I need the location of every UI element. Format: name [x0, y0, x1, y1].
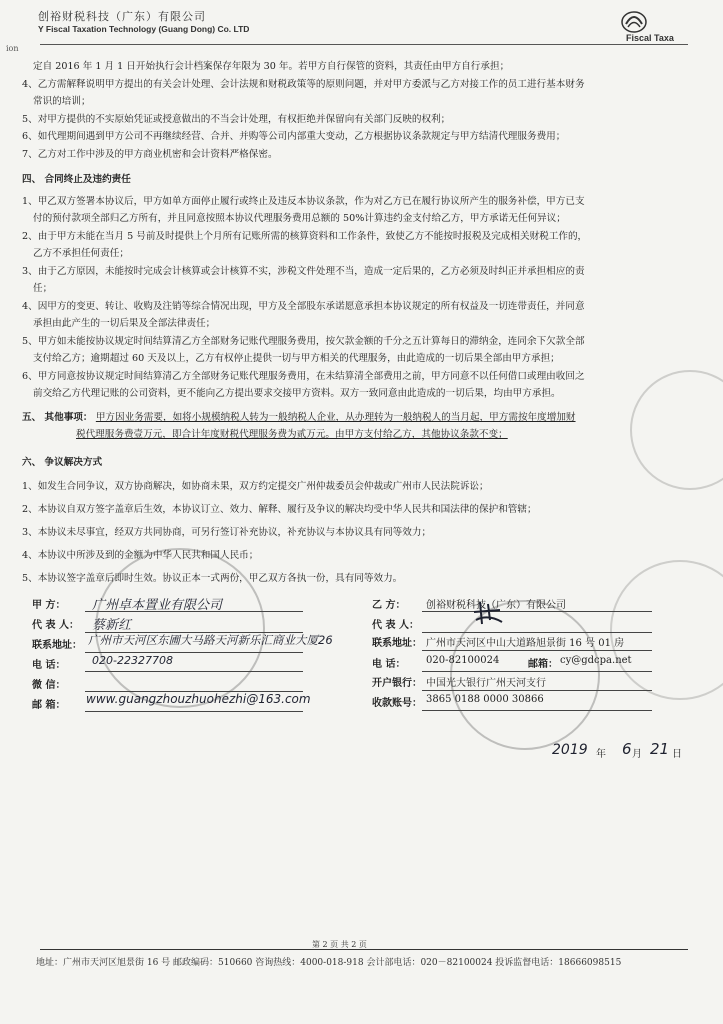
date-month: 6 [622, 740, 632, 758]
section-4-clauses [22, 193, 692, 403]
party-b-bank-label: 开户银行： [372, 678, 422, 689]
section-5-text-cont: 税代理服务费壹万元，即合计年度财税代理服务费为贰万元。由甲方支付给乙方，其他协议条款不变； [76, 429, 508, 440]
header-watermark: ion [6, 44, 19, 53]
clause-line: 5、本协议签字盖章后即时生效。协议正本一式两份，甲乙双方各执一份，具有同等效力。 [22, 573, 403, 584]
clause-line: 4、因甲方的变更、转让、收购及注销等综合情况出现，甲方及全部股东承诺愿意承担本协议规定的所有权益及一切连带责任，并同意 [22, 300, 585, 312]
clauses-top [22, 58, 692, 163]
party-a-address-label: 联系地址： [32, 640, 82, 651]
party-b-name-line [422, 611, 652, 612]
party-b-address-label: 联系地址： [372, 638, 422, 649]
logo-label: Fiscal Taxa [626, 33, 674, 43]
clause-line: 付的预付款项全部归乙方所有，并且同意按照本协议代理服务费用总额的 50%计算违约金支付给乙方，甲方承诺无任何异议； [33, 213, 566, 224]
clause-line: 1、甲乙双方签署本协议后，甲方如单方面停止履行或终止及违反本协议条款，作为对乙方已在履行协议所产生的服务补偿，甲方已支 [22, 195, 585, 207]
clause-line: 6、如代理期间遇到甲方公司不再继续经营、合并、并购等公司内部重大变动，乙方根据协议条款规定与甲方结清代理服务费用； [22, 131, 566, 142]
date-month-unit: 月 [632, 749, 642, 760]
party-b-rep-label: 代 表 人： [372, 620, 419, 631]
section-5-text: 甲方因业务需要，如将小规模纳税人转为一般纳税人企业，从办理转为一般纳税人的当月起，甲方需按年度增加财 [95, 411, 576, 423]
date-day: 21 [650, 740, 670, 758]
date-year: 2019 [552, 742, 588, 758]
party-b-label: 乙 方： [372, 600, 406, 611]
clause-line: 承担由此产生的一切后果及全部法律责任； [33, 318, 216, 329]
clause-line: 5、对甲方提供的不实原始凭证或授意做出的不当会计处理，有权拒绝并保留向有关部门反映的权利； [22, 113, 451, 125]
party-a-rep-label: 代 表 人： [32, 620, 79, 631]
party-b-account-line [422, 710, 652, 711]
clause-line: 支付给乙方；逾期超过 60 天及以上，乙方有权停止提供一切与甲方相关的代理服务，由此造成的一切后果全部由甲方承担； [33, 353, 560, 364]
party-b-account-label: 收款账号： [372, 698, 422, 709]
clause-line: 乙方不承担任何责任； [33, 248, 129, 259]
contract-body [22, 58, 692, 590]
header-company-en: Y Fiscal Taxation Technology (Guang Dong) Co. LTD [38, 24, 250, 34]
party-b-email-label: 邮箱： [528, 659, 558, 670]
party-a-name-line [85, 611, 303, 612]
party-b-bank: 中国光大银行广州天河支行 [426, 678, 546, 689]
party-b-phone-label: 电 话： [372, 659, 406, 670]
header-company-cn: 创裕财税科技（广东）有限公司 [38, 10, 206, 23]
clause-line: 7、乙方对工作中涉及的甲方商业机密和会计资料严格保密。 [22, 148, 278, 160]
party-a-rep: 蔡新红 [92, 618, 132, 633]
clause-line: 前交给乙方代理记账的公司资料，更不能向乙方提出要求交接甲方资料。双方一致同意由此造成的一切后果，均由甲方承担。 [33, 388, 561, 399]
party-a-phone-label: 电 话： [32, 660, 66, 671]
clause-line: 1、如发生合同争议，双方协商解决，如协商未果，双方约定提交广州仲裁委员会仲裁或广州市人民法院诉讼； [22, 481, 489, 492]
page-number: 第 2 页 共 2 页 [312, 940, 367, 949]
party-a-name: 广州卓本置业有限公司 [92, 598, 223, 613]
party-a-label: 甲 方： [32, 600, 66, 611]
party-b-phone: 020-82100024 [426, 655, 500, 666]
section-5 [22, 409, 692, 427]
date-year-unit: 年 [596, 749, 606, 760]
clause-line: 3、由于乙方原因，未能按时完成会计核算或会计核算不实，涉税文件处理不当，造成一定后果的，乙方必须及时纠正并承担相应的责 [22, 265, 585, 277]
section-4-title: 四、 合同终止及违约责任 [22, 174, 131, 185]
party-a-address-line [85, 652, 303, 653]
clause-line: 2、本协议自双方签字盖章后生效，本协议订立、效力、解释、履行及争议的解决均受中华人民共和国法律的保护和管辖； [22, 504, 537, 515]
clause-line: 4、乙方需解释说明甲方提出的有关会计处理、会计法规和财税政策等的原则问题，并对甲方委派与乙方对接工作的员工进行基本财务 [22, 78, 585, 90]
footer-rule [40, 949, 688, 950]
clause-line: 5、甲方如未能按协议规定时间结算清乙方全部财务记账代理服务费用，按欠款金额的千分之五计算每日的滞纳金，连同余下欠款全部 [22, 335, 585, 347]
clause-line: 2、由于甲方未能在当月 5 号前及时提供上个月所有记账所需的核算资料和工作条件，致使乙方不能按时报税及完成相关财税工作的， [22, 230, 588, 242]
party-b-address-line [422, 650, 652, 651]
party-a-address: 广州市天河区东圃大马路天河新乐汇商业大厦26 [88, 633, 333, 647]
party-b-account: 3865 0188 0000 30866 [426, 694, 544, 705]
section-5-title: 五、 其他事项： [22, 411, 93, 423]
footer-contact: 地址：广州市天河区旭景街 16 号 邮政编码：510660 咨询热线：4000-018-918 会计部电话：020－82100024 投诉监督电话：18666098515 [36, 958, 622, 968]
party-b-name: 创裕财税科技（广东）有限公司 [426, 600, 566, 611]
party-a-phone-line [85, 671, 303, 672]
party-a-wechat-label: 微 信： [32, 680, 66, 691]
clause-line: 3、本协议未尽事宜，经双方共同协商，可另行签订补充协议，补充协议与本协议具有同等效力； [22, 527, 432, 538]
header-rule [40, 44, 688, 45]
party-a-email-label: 邮 箱： [32, 700, 66, 711]
company-logo-icon [618, 8, 650, 36]
party-b-rep-signature [470, 598, 506, 628]
party-b-address: 广州市天河区中山大道路旭景街 16 号 01 房 [426, 638, 625, 649]
party-a-email-line [85, 711, 303, 712]
clause-line: 常识的培训； [33, 96, 91, 107]
clause-line: 任； [33, 283, 53, 294]
section-6-title: 六、 争议解决方式 [22, 456, 103, 468]
party-b-bank-line [422, 690, 652, 691]
clause-line: 6、甲方同意按协议规定时间结算清乙方全部财务记账代理服务费用，在未结算清全部费用之前，甲方同意不以任何借口或理由收回之 [22, 370, 585, 382]
party-a-phone: 020-22327708 [92, 654, 173, 667]
party-b-rep-line [422, 632, 652, 633]
party-a-email: www.guangzhouzhuohezhi@163.com [86, 692, 311, 706]
party-b-email: cy@gdcpa.net [560, 655, 632, 666]
clause-line: 4、本协议中所涉及到的金额为中华人民共和国人民币； [22, 550, 259, 561]
date-day-unit: 日 [672, 749, 682, 760]
clause-line: 定自 2016 年 1 月 1 日开始执行会计档案保存年限为 30 年。若甲方自行保管的资料，其责任由甲方自行承担； [33, 61, 510, 72]
party-b-phone-line [422, 671, 652, 672]
